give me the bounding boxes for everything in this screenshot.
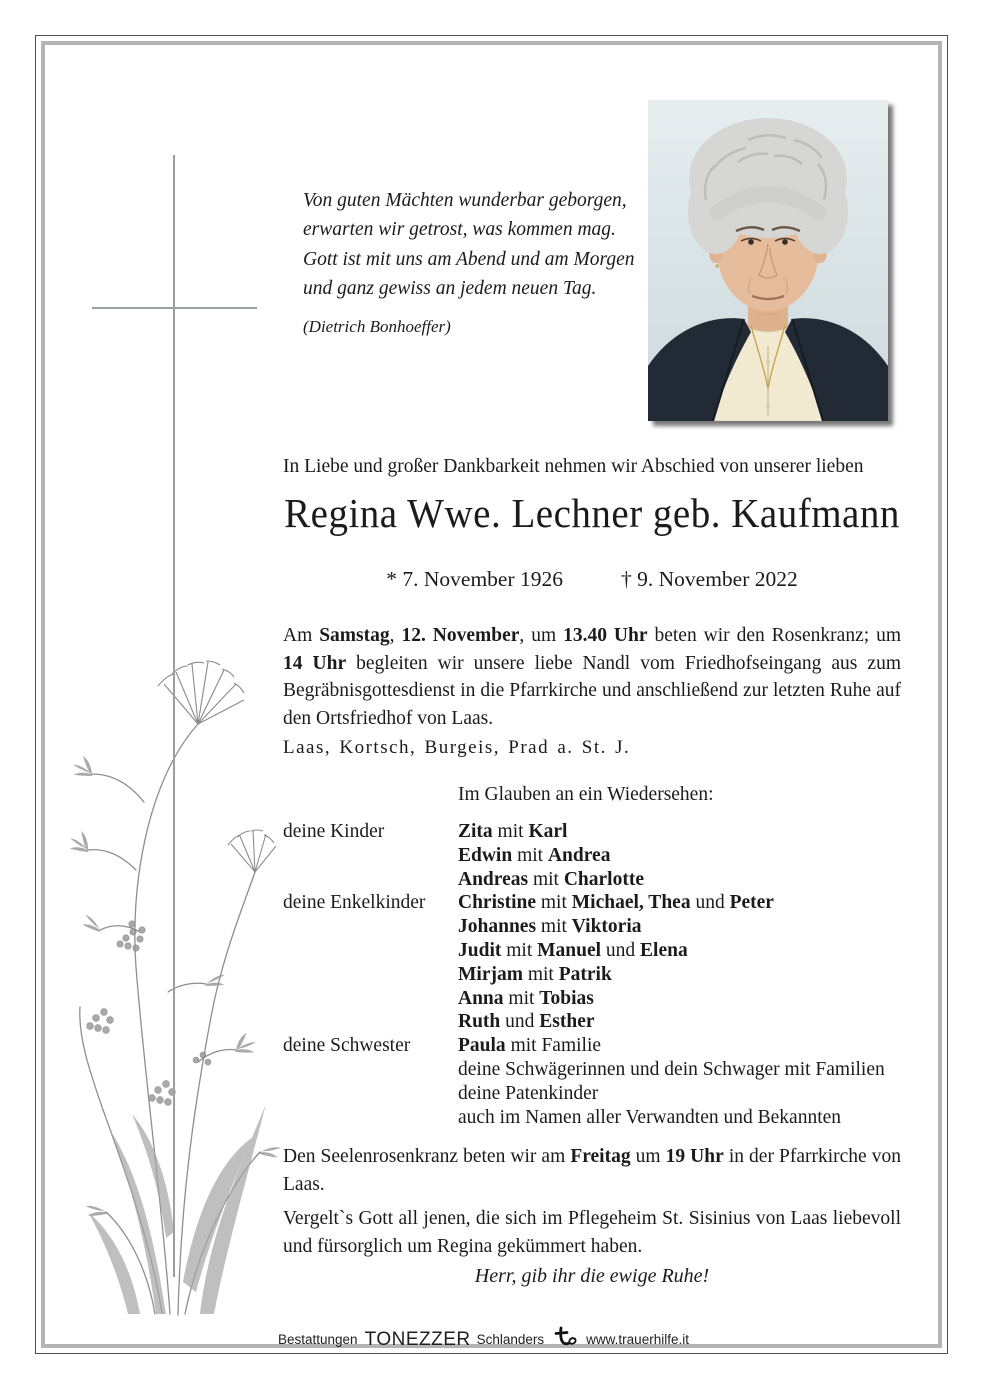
family-relation-label [283, 963, 458, 987]
family-names: auch im Namen aller Verwandten und Bekannten [458, 1106, 842, 1128]
family-names: Edwin mit Andrea [458, 844, 611, 866]
family-names: deine Schwägerinnen und dein Schwager mit Familien [458, 1058, 885, 1080]
rosary-announcement: Den Seelenrosenkranz beten wir am Freitag um 19 Uhr in der Pfarrkirche von Laas. [283, 1146, 901, 1195]
family-relation-label [283, 1058, 458, 1082]
family-relation-label: deine Kinder [283, 821, 385, 842]
family-relation-label: deine Enkelkinder [283, 892, 426, 914]
family-relation-label [283, 1010, 458, 1034]
family-relation-label: deine Schwester [283, 1035, 411, 1057]
faith-line: Im Glauben an ein Wiedersehen: [458, 784, 714, 805]
family-row [283, 1058, 901, 1082]
death-date: † 9. November 2022 [621, 567, 798, 591]
family-row [283, 844, 901, 868]
family-row [283, 1034, 901, 1058]
family-row [283, 939, 901, 963]
family-list [283, 820, 901, 1129]
quote-line: erwarten wir getrost, was kommen mag. [303, 219, 616, 241]
family-names: Judit mit Manuel und Elena [458, 939, 688, 961]
family-relation-label [283, 987, 458, 1011]
family-row [283, 1082, 901, 1106]
quote-line: und ganz gewiss an jedem neuen Tag. [303, 278, 597, 300]
family-row [283, 1106, 901, 1130]
closing-prayer: Herr, gib ihr die ewige Ruhe! [474, 1265, 710, 1287]
family-relation-label [283, 915, 458, 939]
family-row [283, 963, 901, 987]
family-row [283, 915, 901, 939]
funeral-home-footer [278, 1326, 689, 1353]
funeral-announcement: Am Samstag, 12. November, um 13.40 Uhr beten wir den Rosenkranz; um 14 Uhr begleiten wir unsere liebe Nandl vom Friedhofseingang aus zum Begräbnisgottesdienst in die Pfarrkirche und anschließend zur letzten Ruhe auf den Ortsfriedhof von Laas. [283, 625, 902, 729]
footer-city: Schlanders [476, 1332, 545, 1347]
cross-horizontal-line [92, 307, 257, 309]
family-relation-label [283, 844, 458, 868]
family-names: Andreas mit Charlotte [458, 868, 644, 890]
footer-prefix: Bestattungen [278, 1332, 358, 1347]
family-names: deine Patenkinder [458, 1082, 599, 1104]
family-names: Christine mit Michael, Thea und Peter [458, 892, 774, 914]
family-row [283, 987, 901, 1011]
places-line: Laas, Kortsch, Burgeis, Prad a. St. J. [283, 737, 631, 758]
funeral-home-brand: TONEZZER [364, 1328, 471, 1350]
family-names: Paula mit Familie [458, 1035, 602, 1057]
family-relation-label [283, 868, 458, 892]
family-row [283, 820, 901, 844]
family-names: Zita mit Karl [458, 821, 568, 842]
life-dates [283, 567, 901, 592]
birth-date: * 7. November 1926 [386, 567, 563, 591]
intro-line: In Liebe und großer Dankbarkeit nehmen wir Abschied von unserer lieben [283, 456, 864, 477]
family-names: Mirjam mit Patrik [458, 963, 612, 985]
quote-line: Gott ist mit uns am Abend und am Morgen [303, 248, 635, 270]
thanks-paragraph: Vergelt`s Gott all jenen, die sich im Pflegeheim St. Sisinius von Laas liebevoll und fürsorglich um Regina gekümmert haben. [283, 1208, 901, 1257]
trauerhilfe-cross-swirl-icon [554, 1326, 578, 1353]
wildflower-sketch [48, 632, 283, 1317]
footer-url: www.trauerhilfe.it [586, 1332, 689, 1347]
family-relation-label [283, 1106, 458, 1130]
family-row [283, 891, 901, 915]
family-relation-label [283, 939, 458, 963]
deceased-name: Regina Wwe. Lechner geb. Kaufmann [284, 491, 900, 537]
memorial-quote [303, 186, 703, 341]
family-names: Ruth und Esther [458, 1011, 595, 1033]
family-row [283, 868, 901, 892]
family-names: Johannes mit Viktoria [458, 916, 642, 938]
family-row [283, 1010, 901, 1034]
quote-attribution: (Dietrich Bonhoeffer) [303, 316, 451, 336]
cross-vertical-line [173, 155, 175, 1277]
family-names: Anna mit Tobias [458, 987, 594, 1009]
family-relation-label [283, 1082, 458, 1106]
quote-line: Von guten Mächten wunderbar geborgen, [303, 190, 627, 211]
